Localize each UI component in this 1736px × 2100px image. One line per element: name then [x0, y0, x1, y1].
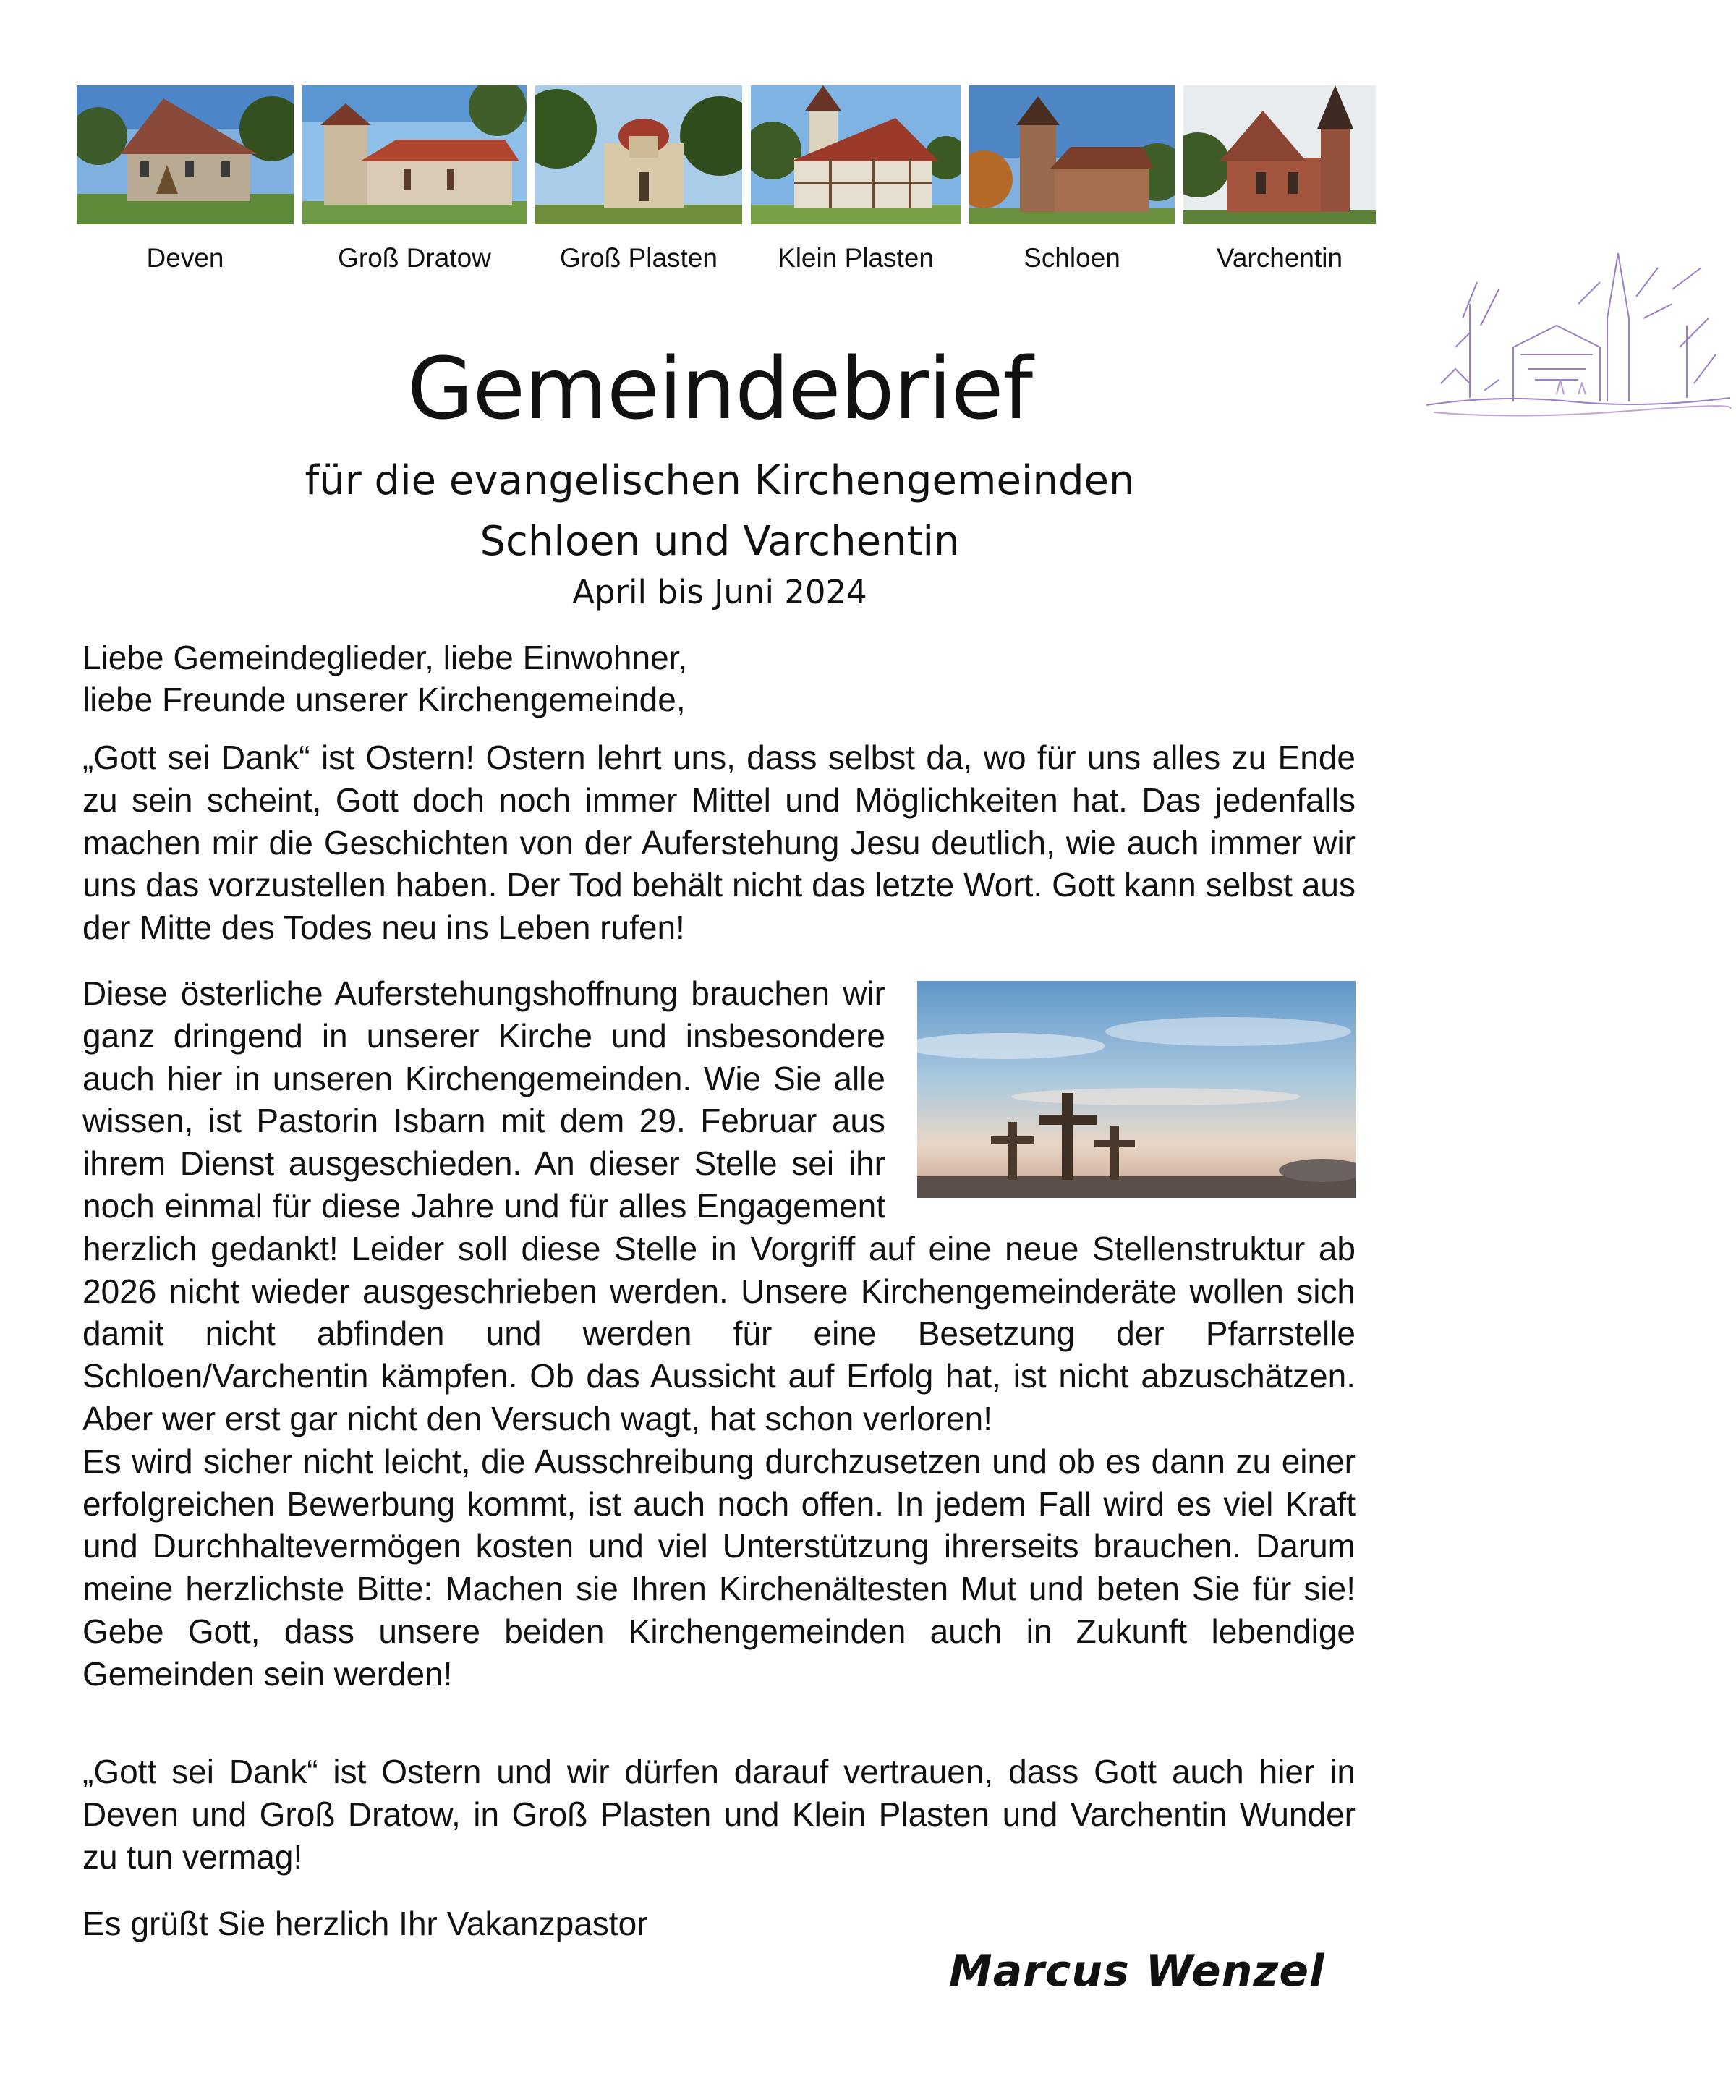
subtitle-line-1: für die evangelischen Kirchengemeinden [305, 457, 1135, 504]
church-photo-klein-plasten [751, 85, 961, 224]
paragraph-1-text: „Gott sei Dank“ ist Ostern! Ostern lehrt uns, dass selbst da, wo für uns alles zu Ende zu sein scheint, Gott doch noch immer Mittel und Möglichkeiten hat. Das jedenfalls machen mir die Geschichten von der Auferstehung Jesu deutlich, wie auch immer wir uns das vorzustellen haben. Der Tod behält nicht das letzte Wort. Gott kann selbst aus der Mitte des Todes neu ins Leben rufen! [82, 739, 1356, 947]
closing-text: Es grüßt Sie herzlich Ihr Vakanzpastor [82, 1905, 648, 1942]
closing [82, 1903, 1356, 1945]
issue-dates: April bis Juni 2024 [572, 573, 867, 611]
paragraph-4 [82, 1751, 1356, 1878]
church-photo-deven [77, 85, 294, 224]
paragraph-1 [82, 736, 1356, 949]
church-photo-gross-dratow [302, 85, 527, 224]
page-title: Gemeindebrief [407, 339, 1032, 438]
caption-klein-plasten: Klein Plasten [778, 243, 934, 273]
easter-crosses-image [917, 981, 1356, 1198]
church-photo-schloen [969, 85, 1175, 224]
church-photo-gross-plasten [535, 85, 742, 224]
signature: Marcus Wenzel [949, 1946, 1325, 1997]
church-sketch-drawing [1412, 239, 1736, 427]
caption-gross-dratow: Groß Dratow [338, 243, 491, 273]
paragraph-4-text: „Gott sei Dank“ ist Ostern und wir dürfen darauf vertrauen, dass Gott auch hier in Deven und Groß Dratow, in Groß Plasten und Klein Plasten und Varchentin Wunder zu tun vermag! [82, 1753, 1356, 1876]
church-photo-varchentin [1183, 85, 1376, 224]
paragraph-2 [82, 972, 1356, 1696]
paragraph-2-text: Diese österliche Auferstehungshoffnung brauchen wir ganz dringend in unserer Kirche und insbesondere auch hier in unseren Kirchengemeinden. Wie Sie alle wissen, ist Pastorin Isbarn mit dem 29. Februar aus ihrem Dienst ausgeschieden. An dieser Stelle sei ihr noch einmal für diese Jahre und für alles Engagement herzlich gedankt! Leider soll diese Stelle in Vorgriff auf eine neue Stellenstruktur ab 2026 nicht wieder ausgeschrieben werden. Unsere Kirchengemeinderäte wollen sich damit nicht abfinden und werden für eine Besetzung der Pfarrstelle Schloen/Varchentin kämpfen. Ob das Aussicht auf Erfolg hat, ist nicht abzuschätzen. Aber wer erst gar nicht den Versuch wagt, hat schon verloren! [82, 974, 1356, 1437]
paragraph-3-text: Es wird sicher nicht leicht, die Ausschreibung durchzusetzen und ob es dann zu einer erfolgreichen Bewerbung kommt, ist auch noch offen. In jedem Fall wird es viel Kraft und Durchhaltevermögen kosten und viel Unterstützung ihrerseits brauchen. Darum meine herzlichste Bitte: Machen sie Ihren Kirchenältesten Mut und beten Sie für sie! Gebe Gott, dass unsere beiden Kirchengemeinden auch in Zukunft lebendige Gemeinden sein werden! [82, 1442, 1356, 1693]
subtitle-line-2: Schloen und Varchentin [480, 518, 960, 565]
caption-schloen: Schloen [1024, 243, 1120, 273]
caption-deven: Deven [146, 243, 224, 273]
greeting [82, 637, 687, 720]
caption-varchentin: Varchentin [1216, 243, 1343, 273]
greeting-line-2: liebe Freunde unserer Kirchengemeinde, [82, 681, 686, 718]
greeting-line-1: Liebe Gemeindeglieder, liebe Einwohner, [82, 639, 688, 676]
caption-gross-plasten: Groß Plasten [560, 243, 718, 273]
